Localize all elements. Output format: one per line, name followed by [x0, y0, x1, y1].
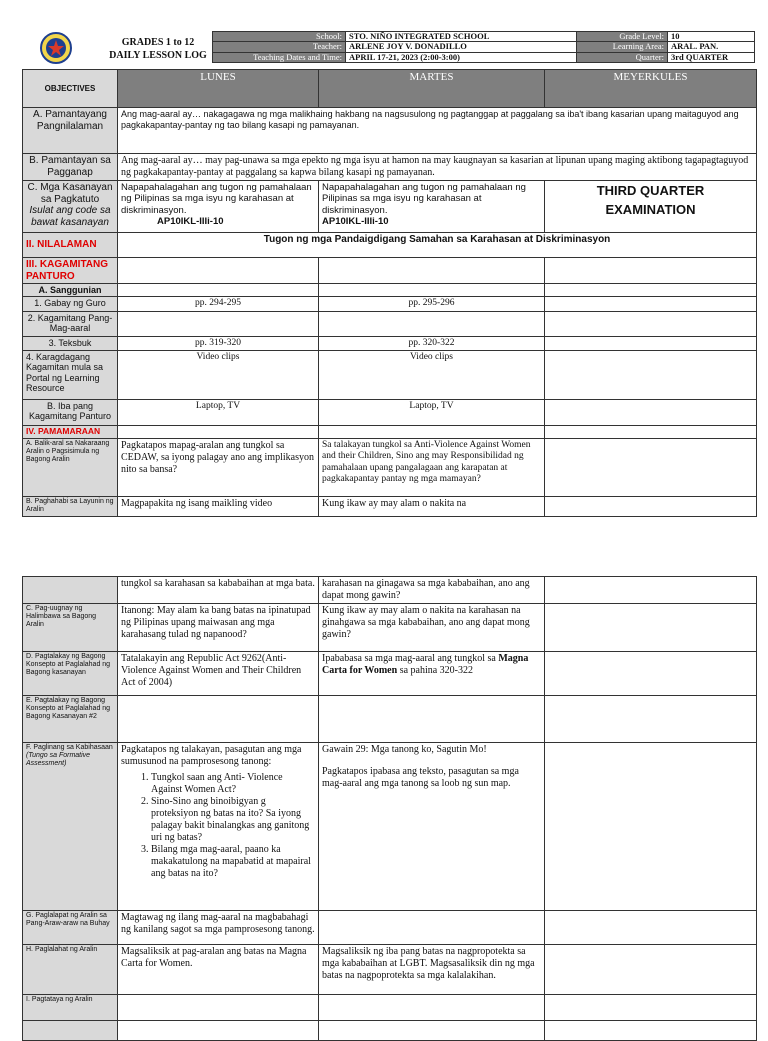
- quarter-label: Quarter:: [577, 52, 668, 62]
- paglinang-martes: [319, 743, 545, 911]
- row-label-pamantayan-sa-pagganap: B. Pamantayan sa Pagganap: [23, 154, 118, 181]
- paghahabi-lunes: Magpapakita ng isang maikling video: [118, 496, 319, 516]
- area-label: Learning Area:: [577, 42, 668, 52]
- paglinang-question-2: 2. Sino-Sino ang binoibigyan g proteksiyon ng batas na ito? Sa iyong palagay bakit binalangkas ang ganitong uri ng batas?: [151, 796, 315, 844]
- paglalapat-lunes: Magtawag ng ilang mag-aaral na magbabahagi ng kanilang sagot sa mga pamprosesong tanong.: [118, 911, 319, 945]
- paglinang-lunes: [118, 743, 319, 911]
- portal-lunes: Video clips: [118, 351, 319, 400]
- teksbuk-martes: pp. 320-322: [319, 336, 545, 350]
- performance-standard-text: Ang mag-aaral ay… may pag-unawa sa mga epekto ng mga isyu at hamon na may kaugnayan sa kasarian at lipunan upang maging aktibong tagapagtaguyod ng pagkakapantay-pantay at paggalang sa kapwa bilang kasapi ng pamayanan.: [118, 154, 757, 181]
- paglinang-lunes-intro: Pagkatapos ng talakayan, pasagutan ang mga sumusunod na pamprosesong tanong:: [121, 744, 302, 767]
- row-label-balik-aral: A. Balik-aral sa Nakaraang Aralin o Pagsisimula ng Bagong Aralin: [23, 438, 118, 496]
- log-header: [22, 31, 756, 66]
- pagtalakay-martes: [319, 652, 545, 696]
- header-info-table: [212, 31, 755, 63]
- row-label-pamantayang-pangnilalaman: A. Pamantayang Pangnilalaman: [23, 108, 118, 154]
- kasanayan-label: C. Mga Kasanayan sa Pagkatuto: [27, 182, 113, 205]
- section-kagamitang-panturo: III. KAGAMITANG PANTURO: [23, 258, 118, 284]
- balik-aral-lunes: Pagkatapos mapag-aralan ang tungkol sa CEDAW, sa iyong palagay ano ang implikasyon nito sa bansa?: [118, 438, 319, 496]
- continued-lunes: tungkol sa karahasan sa kababaihan at mga bata.: [118, 577, 319, 604]
- row-label-pag-uugnay: C. Pag-uugnay ng Halimbawa sa Bagong Aralin: [23, 604, 118, 652]
- iba-martes: Laptop, TV: [319, 400, 545, 426]
- log-title: [88, 37, 228, 62]
- nilalaman-text: Tugon ng mga Pandaigdigang Samahan sa Karahasan at Diskriminasyon: [118, 233, 757, 258]
- competency-lunes-code: AP10IKL-IIIi-10: [157, 216, 224, 228]
- row-label-iba-pang-kagamitan: B. Iba pang Kagamitang Panturo: [23, 400, 118, 426]
- paglinang-label: F. Paglinang sa Kabihasaan: [26, 744, 113, 751]
- school-label: School:: [213, 32, 346, 42]
- day-meyerkules-header: MEYERKULES: [545, 70, 757, 108]
- exam-notice: [545, 181, 757, 233]
- row-label-pagtataya: I. Pagtataya ng Aralin: [23, 995, 118, 1021]
- paglalahat-martes: Magsaliksik ng iba pang batas na nagpropotekta sa mga kababaihan at LGBT. Magsasaliksik din ng mga batas na nagpoprotekta sa mga kalalakihan.: [319, 945, 545, 995]
- row-label-paglalahat: H. Paglalahat ng Aralin: [23, 945, 118, 995]
- portal-martes: Video clips: [319, 351, 545, 400]
- continued-martes: karahasan na ginagawa sa mga kababaihan, ano ang dapat mong gawin?: [319, 577, 545, 604]
- content-standard-text: Ang mag-aaral ay… nakagagawa ng mga malikhaing hakbang na nagsusulong ng pagtanggap at paggalang sa iba't ibang kasarian upang maitaguyod ang pagkakapantay-pantay ng tao bilang kasapi ng pamayanan.: [118, 108, 757, 154]
- grade-value: 10: [668, 32, 755, 42]
- row-label-paglinang: [23, 743, 118, 911]
- section-nilalaman: II. NILALAMAN: [23, 233, 118, 258]
- title-line2: DAILY LESSON LOG: [109, 49, 207, 61]
- dates-value: APRIL 17-21, 2023 (2:00-3:00): [346, 52, 577, 62]
- pagtalakay-martes-pre: Ipababasa sa mga mag-aaral ang tungkol sa: [322, 653, 499, 664]
- page-2: [22, 576, 756, 1041]
- teacher-label: Teacher:: [213, 42, 346, 52]
- lesson-log-table-2: [22, 576, 757, 1041]
- competency-martes-code: AP10IKL-IIIi-10: [322, 216, 389, 228]
- row-label-pagtalakay-2: E. Pagtalakay ng Bagong Konsepto at Paglalahad ng Bagong Kasanayan #2: [23, 696, 118, 743]
- pag-uugnay-martes: Kung ikaw ay may alam o nakita na karahasan na ginahgawa sa mga kababaihan, ano ang dapat mong gawin?: [319, 604, 545, 652]
- row-label-teksbuk: 3. Teksbuk: [23, 336, 118, 350]
- row-label-pagtalakay-1: D. Pagtalakay ng Bagong Konsepto at Paglalahad ng Bagong kasanayan: [23, 652, 118, 696]
- pagtalakay-martes-post: sa pahina 320-322: [397, 665, 474, 676]
- paglalahat-lunes: Magsaliksik at pag-aralan ang batas na Magna Carta for Women.: [118, 945, 319, 995]
- day-lunes-header: LUNES: [118, 70, 319, 108]
- quarter-value: 3rd QUARTER: [668, 52, 755, 62]
- pagtalakay-lunes: Tatalakayin ang Republic Act 9262(Anti-Violence Against Women and Their Children Act of 2004): [118, 652, 319, 696]
- gabay-martes: pp. 295-296: [319, 297, 545, 311]
- paglinang-sublabel: (Tungo sa Formative Assessment): [26, 752, 91, 768]
- kasanayan-sublabel: Isulat ang code sa bawat kasanayan: [29, 205, 111, 228]
- row-label-portal: 4. Karagdagang Kagamitan mula sa Portal ng Learning Resource: [23, 351, 118, 400]
- area-value: ARAL. PAN.: [668, 42, 755, 52]
- dates-label: Teaching Dates and Time:: [213, 52, 346, 62]
- row-label-gabay-ng-guro: 1. Gabay ng Guro: [23, 297, 118, 311]
- lesson-log-table-1: [22, 69, 757, 517]
- exam-line1: THIRD QUARTER: [596, 183, 705, 198]
- section-pamamaraan: IV. PAMAMARAAN: [23, 426, 118, 439]
- row-label-paglalapat: G. Paglalapat ng Aralin sa Pang-Araw-araw na Buhay: [23, 911, 118, 945]
- paglinang-questions: [121, 772, 315, 880]
- paglinang-question-3: 3. Bilang mga mag-aaral, paano ka makakatulong na mapabatid at mapairal ang batas na ito?: [151, 844, 315, 880]
- competency-martes-text: Napapahalagahan ang tugon ng pamahalaan ng Pilipinas sa mga isyu ng karahasan at diskriminasyon.: [322, 182, 526, 216]
- exam-line2: EXAMINATION: [605, 201, 696, 217]
- teksbuk-lunes: pp. 319-320: [118, 336, 319, 350]
- competency-lunes: [118, 181, 319, 233]
- teacher-value: ARLENE JOY V. DONADILLO: [346, 42, 577, 52]
- title-line1: GRADES 1 to 12: [121, 37, 195, 48]
- row-label-sanggunian: A. Sanggunian: [23, 284, 118, 297]
- paglinang-question-1: 1. Tungkol saan ang Anti- Violence Against Women Act?: [151, 772, 315, 796]
- paghahabi-martes: Kung ikaw ay may alam o nakita na: [319, 496, 545, 516]
- iba-lunes: Laptop, TV: [118, 400, 319, 426]
- balik-aral-martes: Sa talakayan tungkol sa Anti-Violence Against Women and their Children, Sino ang may Responsibilidad ng pamahalaan upang pangalagaan ang karapatan at pagkakapantay pantay ng mga mamayan?: [319, 438, 545, 496]
- competency-lunes-text: Napapahalagahan ang tugon ng pamahalaan ng Pilipinas sa mga isyu ng karahasan at diskriminasyon.: [121, 182, 312, 216]
- day-martes-header: MARTES: [319, 70, 545, 108]
- row-label-kasanayan: [23, 181, 118, 233]
- pagtalakay-martes-bold: Magna Carta for Women: [322, 653, 529, 676]
- grade-label: Grade Level:: [577, 32, 668, 42]
- page-1: [22, 69, 756, 517]
- school-value: STO. NIÑO INTEGRATED SCHOOL: [346, 32, 577, 42]
- row-label-paghahabi: B. Paghahabi sa Layunin ng Aralin: [23, 496, 118, 516]
- paglinang-martes-gawain: Gawain 29: Mga tanong ko, Sagutin Mo!: [322, 744, 487, 755]
- deped-seal-icon: [40, 32, 72, 64]
- pag-uugnay-lunes: Itanong: May alam ka bang batas na ipinatupad ng Pilipinas upang maiwasan ang mga karahasang tulad ng napanood?: [118, 604, 319, 652]
- row-label-kagamitang-mag-aaral: 2. Kagamitang Pang-Mag-aaral: [23, 311, 118, 336]
- paglinang-martes-text: Pagkatapos ipabasa ang teksto, pasagutan sa mga mag-aaral ang mga tanong sa loob ng sun map.: [322, 766, 519, 789]
- objectives-header: OBJECTIVES: [23, 70, 118, 108]
- competency-martes: [319, 181, 545, 233]
- gabay-lunes: pp. 294-295: [118, 297, 319, 311]
